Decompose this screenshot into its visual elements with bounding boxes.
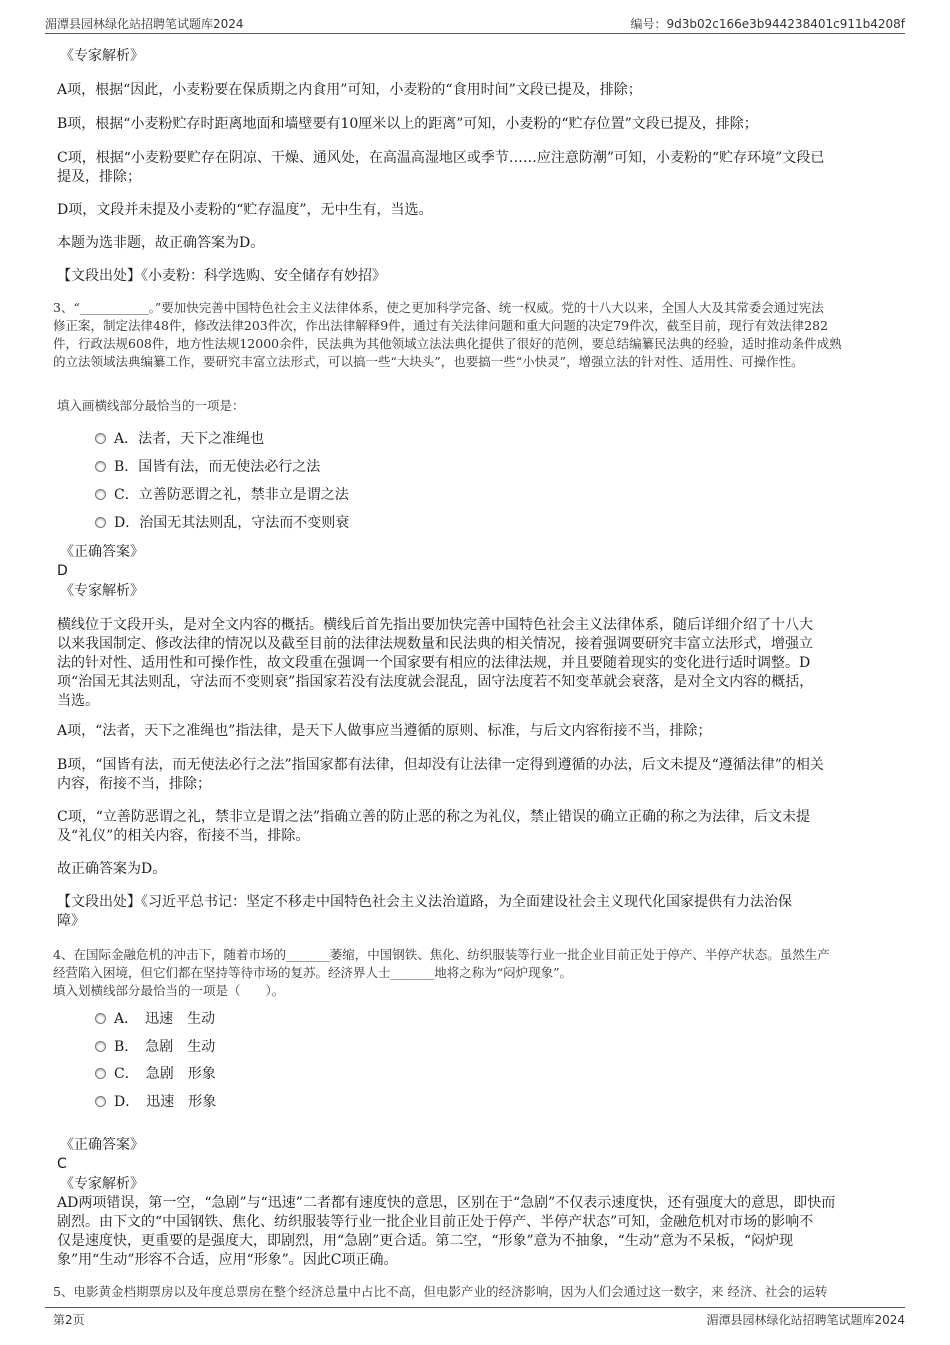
- analysis-line: 法的针对性、适用性和可操作性，故文段重在强调一个国家要有相应的法律法规，并且要随着现实的变化进行适时调整。D: [57, 655, 811, 671]
- option-label: D．治国无其法则乱，守法而不变则衰: [114, 515, 350, 531]
- radio-button[interactable]: [95, 433, 106, 444]
- question-3-stem-line: 的立法领域法典编纂工作，要研究丰富立法形式，可以搞一些“大块头”，也要搞一些“小快灵”，增强立法的针对性、适用性、可操作性。: [53, 354, 804, 369]
- question-4-stem-line: 经营陷入困境，但它们都在坚持等待市场的复苏。经济界人士_______地将之称为“闷炉现象”。: [53, 965, 573, 980]
- analysis-option-c-line1: C项，根据“小麦粉要贮存在阴凉、干燥、通风处，在高温高湿地区或季节……应注意防潮”可知，小麦粉的“贮存环境”文段已: [57, 150, 825, 166]
- source-citation: 【文段出处】《小麦粉：科学选购、安全储存有妙招》: [57, 268, 386, 284]
- question-3-stem-line: 件，行政法规608件，地方性法规12000余件，民法典为其他领域立法法典化提供了很好的范例，要总结编纂民法典的经验，适时推动条件成熟: [53, 336, 842, 351]
- option-label: B．国皆有法，而无使法必行之法: [114, 459, 321, 475]
- option-label: B． 急剧 生动: [114, 1039, 216, 1055]
- header-title: 湄潭县园林绿化站招聘笔试题库2024: [45, 17, 244, 31]
- radio-button[interactable]: [95, 1096, 106, 1107]
- radio-button[interactable]: [95, 461, 106, 472]
- question-3-option-d[interactable]: [95, 514, 349, 532]
- analysis-line: 剧烈。由下文的“中国钢铁、焦化、纺织服装等行业一批企业目前正处于停产、半停产状态”可知，金融危机对市场的影响不: [57, 1214, 814, 1230]
- analysis-option-a: A项，根据“因此，小麦粉要在保质期之内食用”可知，小麦粉的“食用时间”文段已提及，排除；: [57, 82, 642, 98]
- analysis-heading: 《专家解析》: [60, 1176, 144, 1192]
- question-4-option-a[interactable]: [95, 1010, 215, 1028]
- analysis-line: 当选。: [57, 693, 99, 709]
- footer-title: 湄潭县园林绿化站招聘笔试题库2024: [706, 1313, 905, 1327]
- analysis-option-c-line2: 提及，排除；: [57, 169, 141, 185]
- analysis-line: 仅是速度快，更重要的是强度大，即剧烈，用“急剧”更合适。第二空，“形象”意为不抽象，“生动”意为不呆板，“闷炉现: [57, 1233, 794, 1249]
- answer-value: C: [57, 1156, 67, 1172]
- analysis-option-c-line2: 及“礼仪”的相关内容，衔接不当，排除。: [57, 828, 310, 844]
- analysis-line: 项“治国无其法则乱，守法而不变则衰”指国家若没有法度就会混乱，固守法度若不知变革就会衰落，是对全文内容的概括，: [57, 674, 814, 690]
- answer-value: D: [57, 563, 68, 579]
- analysis-line: 横线位于文段开头，是对全文内容的概括。横线后首先指出要加快完善中国特色社会主义法律体系，随后详细介绍了十八大: [57, 617, 813, 633]
- analysis-option-c-line1: C项，“立善防恶谓之礼，禁非立是谓之法”指确立善的防止恶的称之为礼仪，禁止错误的确立正确的称之为法律，后文未提: [57, 809, 811, 825]
- analysis-option-b-line2: 内容，衔接不当，排除；: [57, 776, 211, 792]
- radio-button[interactable]: [95, 1068, 106, 1079]
- option-label: D． 迅速 形象: [114, 1094, 217, 1110]
- analysis-option-d: D项，文段并未提及小麦粉的“贮存温度”，无中生有，当选。: [57, 202, 433, 218]
- question-5-stem: 5、电影黄金档期票房以及年度总票房在整个经济总量中占比不高，但电影产业的经济影响，因为人们会通过这一数字，来 经济、社会的运转: [53, 1284, 828, 1299]
- analysis-option-b: B项，根据“小麦粉贮存时距离地面和墙壁要有10厘米以上的距离”可知，小麦粉的“贮存位置”文段已提及，排除；: [57, 116, 758, 132]
- question-3-stem: [53, 299, 895, 371]
- radio-button[interactable]: [95, 1041, 106, 1052]
- analysis-line: AD两项错误，第一空，“急剧”与“迅速”二者都有速度快的意思，区别在于“急剧”不仅表示速度快，还有强度大的意思，即快而: [57, 1195, 836, 1211]
- header-rule: [45, 33, 905, 34]
- question-4-option-d[interactable]: [95, 1093, 216, 1111]
- question-3-option-c[interactable]: [95, 486, 349, 504]
- conclusion: 故正确答案为D。: [57, 861, 167, 877]
- source-citation-line1: 【文段出处】《习近平总书记：坚定不移走中国特色社会主义法治道路，为全面建设社会主义现代化国家提供有力法治保: [57, 894, 792, 910]
- analysis-option-a: A项，“法者，天下之准绳也”指法律，是天下人做事应当遵循的原则、标准，与后文内容衔接不当，排除；: [57, 723, 712, 739]
- question-3-stem-line: 修正案，制定法律48件，修改法律203件次，作出法律解释9件，通过有关法律问题和重大问题的决定79件次，截至目前，现行有效法律282: [53, 318, 828, 333]
- footer-rule: [45, 1307, 905, 1308]
- document-code: 编号：9d3b02c166e3b944238401c911b4208f: [630, 17, 905, 31]
- analysis-line: 以来我国制定、修改法律的情况以及截至目前的法律法规数量和民法典的相关情况，接着强调要研究丰富立法形式，增强立: [57, 636, 813, 652]
- source-citation-line2: 障》: [57, 913, 85, 929]
- analysis-heading: 《专家解析》: [60, 48, 144, 64]
- question-4-option-b[interactable]: [95, 1038, 215, 1056]
- radio-button[interactable]: [95, 1013, 106, 1024]
- answer-heading: 《正确答案》: [60, 1137, 144, 1153]
- option-label: A． 迅速 生动: [114, 1011, 216, 1027]
- analysis-option-b-line1: B项，“国皆有法，而无使法必行之法”指国家都有法律，但却没有让法律一定得到遵循的办法，后文未提及“遵循法律”的相关: [57, 757, 824, 773]
- option-label: A．法者，天下之准绳也: [114, 431, 265, 447]
- analysis-line: 象”用“生动”形容不合适，应用“形象”。因此C项正确。: [57, 1252, 398, 1268]
- radio-button[interactable]: [95, 489, 106, 500]
- question-3-option-a[interactable]: [95, 430, 264, 448]
- question-4-option-c[interactable]: [95, 1065, 216, 1083]
- conclusion: 本题为选非题，故正确答案为D。: [57, 235, 265, 251]
- question-4-stem: [53, 946, 895, 1000]
- question-3-analysis: [57, 616, 895, 711]
- option-label: C．立善防恶谓之礼，禁非立是谓之法: [114, 487, 349, 503]
- question-4-stem-line: 4、在国际金融危机的冲击下，随着市场的_______萎缩，中国钢铁、焦化、纺织服装等行业一批企业目前正处于停产、半停产状态。虽然生产: [53, 947, 830, 962]
- radio-button[interactable]: [95, 517, 106, 528]
- page-number: 第2页: [53, 1313, 85, 1327]
- question-3-stem-line: 3、“___________。”要加快完善中国特色社会主义法律体系，使之更加科学完备、统一权威。党的十八大以来，全国人大及其常委会通过宪法: [53, 300, 824, 315]
- answer-heading: 《正确答案》: [60, 544, 144, 560]
- question-3-prompt: 填入画横线部分最恰当的一项是：: [57, 398, 245, 413]
- question-3-option-b[interactable]: [95, 458, 320, 476]
- option-label: C． 急剧 形象: [114, 1066, 216, 1082]
- question-4-analysis: [57, 1194, 895, 1270]
- analysis-heading: 《专家解析》: [60, 583, 144, 599]
- question-4-stem-line: 填入划横线部分最恰当的一项是（ ）。: [53, 983, 285, 998]
